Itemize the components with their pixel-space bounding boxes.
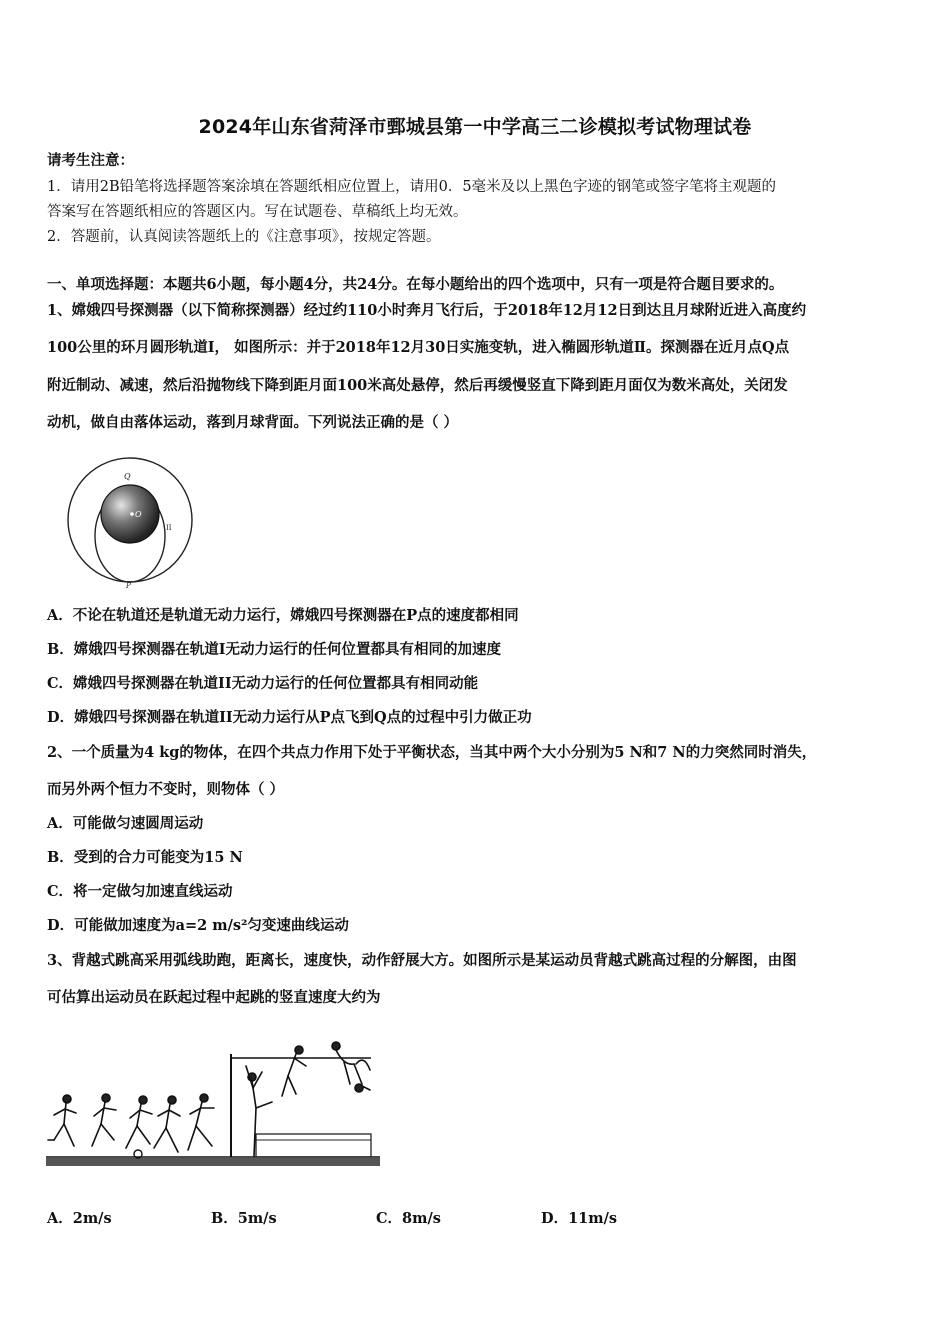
q3-option-c[interactable]: C．8m/s bbox=[376, 1210, 441, 1227]
orbit-figure bbox=[60, 450, 200, 590]
label-o: O bbox=[135, 510, 142, 519]
notice-line-3: 2．答题前，认真阅读答题纸上的《注意事项》，按规定答题。 bbox=[47, 229, 441, 245]
high-jump-figure bbox=[44, 1036, 384, 1176]
notice-heading: 请考生注意： bbox=[47, 152, 134, 169]
athlete-silhouettes bbox=[48, 1042, 370, 1156]
ground-strip bbox=[46, 1158, 380, 1166]
notice-line-2: 答案写在答题纸相应的答题区内。写在试题卷、草稿纸上均无效。 bbox=[47, 204, 468, 220]
q2-option-b[interactable]: B．受到的合力可能变为15 N bbox=[47, 849, 243, 866]
landing-mat bbox=[256, 1134, 371, 1157]
q2-text-line-1: 2、一个质量为4 kg的物体，在四个共点力作用下处于平衡状态，当其中两个大小分别为5 N和7 N的力突然同时消失， bbox=[47, 744, 817, 761]
q1-text-line-2: 100公里的环月圆形轨道Ⅰ， 如图所示：并于2018年12月30日实施变轨，进入椭圆形轨道Ⅱ。探测器在近月点Q点 bbox=[47, 339, 790, 356]
q3-option-a[interactable]: A．2m/s bbox=[47, 1210, 112, 1227]
q1-text-line-1: 1、嫦娥四号探测器（以下简称探测器）经过约110小时奔月飞行后，于2018年12月12日到达且月球附近进入高度约 bbox=[47, 302, 807, 319]
q1-text-line-3: 附近制动、减速，然后沿抛物线下降到距月面100米高处悬停，然后再缓慢竖直下降到距月面仅为数米高处，关闭发 bbox=[47, 377, 788, 394]
q3-option-b[interactable]: B．5m/s bbox=[211, 1210, 277, 1227]
q2-option-a[interactable]: A．可能做匀速圆周运动 bbox=[47, 815, 204, 832]
q2-option-d[interactable]: D．可能做加速度为a=2 m/s²匀变速曲线运动 bbox=[47, 917, 349, 934]
center-point bbox=[130, 512, 134, 516]
exam-title: 2024年山东省菏泽市鄄城县第一中学高三二诊模拟考试物理试卷 bbox=[198, 116, 752, 138]
q3-text-line-1: 3、背越式跳高采用弧线助跑，距离长，速度快，动作舒展大方。如图所示是某运动员背越式跳高过程的分解图，由图 bbox=[47, 952, 797, 969]
label-p: P bbox=[126, 582, 131, 590]
section-heading: 一、单项选择题：本题共6小题，每小题4分，共24分。在每小题给出的四个选项中，只有一项是符合题目要求的。 bbox=[47, 276, 784, 293]
label-ii: II bbox=[166, 524, 172, 532]
q1-option-c[interactable]: C．嫦娥四号探测器在轨道II无动力运行的任何位置都具有相同动能 bbox=[47, 675, 479, 692]
q3-text-line-2: 可估算出运动员在跃起过程中起跳的竖直速度大约为 bbox=[47, 989, 381, 1006]
q3-option-d[interactable]: D．11m/s bbox=[541, 1210, 618, 1227]
label-q: Q bbox=[124, 472, 131, 481]
q1-option-b[interactable]: B．嫦娥四号探测器在轨道I无动力运行的任何位置都具有相同的加速度 bbox=[47, 641, 502, 658]
q1-option-a[interactable]: A．不论在轨道还是轨道无动力运行，嫦娥四号探测器在P点的速度都相同 bbox=[47, 607, 519, 624]
q1-option-d[interactable]: D．嫦娥四号探测器在轨道II无动力运行从P点飞到Q点的过程中引力做正功 bbox=[47, 709, 532, 726]
q2-text-line-2: 而另外两个恒力不变时，则物体（ ） bbox=[47, 781, 285, 798]
q2-option-c[interactable]: C．将一定做匀加速直线运动 bbox=[47, 883, 233, 900]
q1-text-line-4: 动机，做自由落体运动，落到月球背面。下列说法正确的是（ ） bbox=[47, 414, 459, 431]
notice-line-1: 1．请用2B铅笔将选择题答案涂填在答题纸相应位置上，请用0．5毫米及以上黑色字迹的钢笔或签字笔将主观题的 bbox=[47, 179, 777, 195]
moon-circle bbox=[101, 485, 159, 543]
